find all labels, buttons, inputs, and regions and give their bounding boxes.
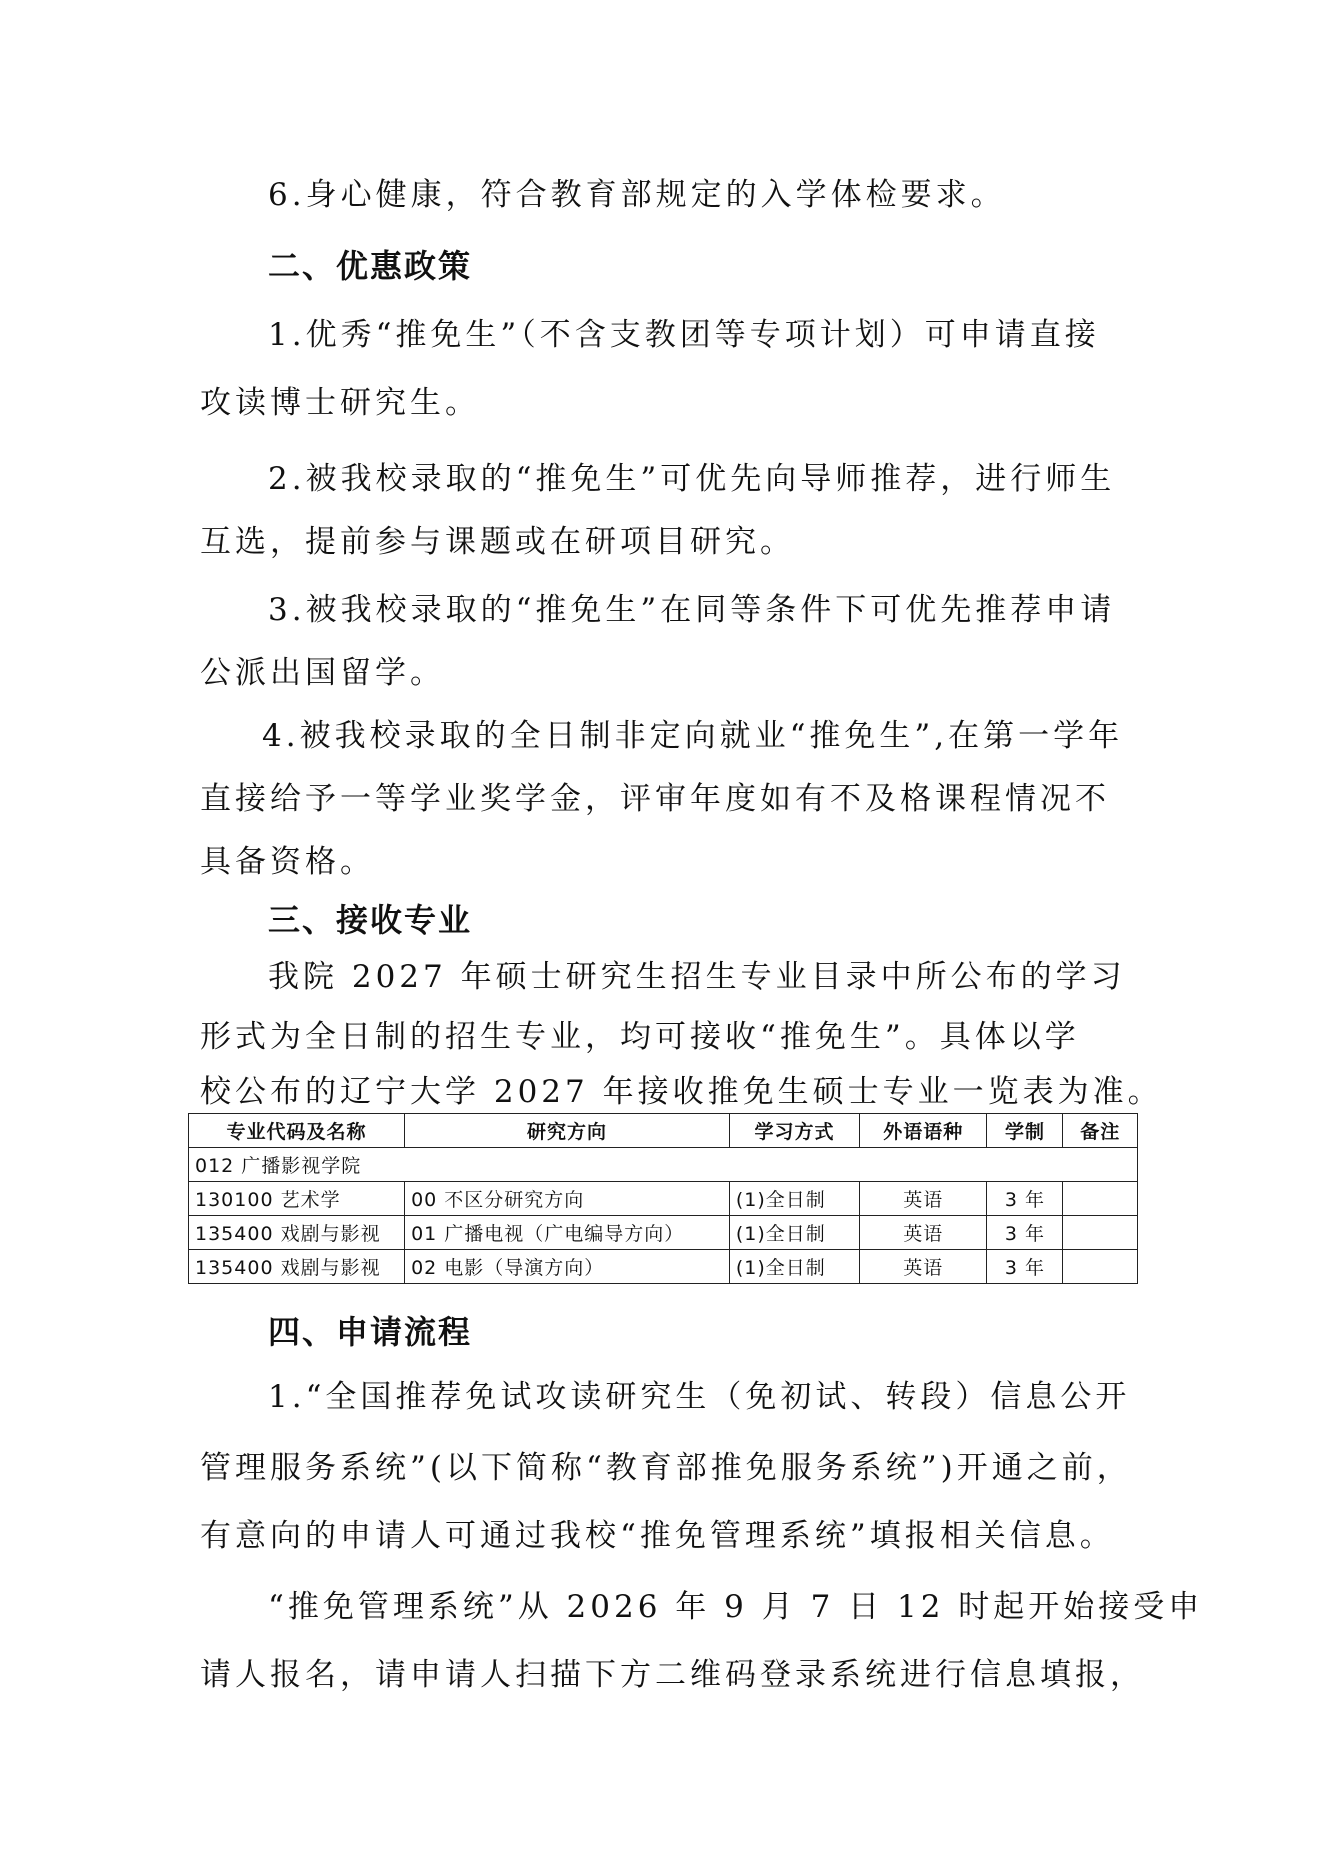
major-code-cell: 135400 戏剧与影视 xyxy=(189,1250,405,1284)
section-heading-majors: 三、接收专业 xyxy=(268,901,473,939)
study-mode-cell: (1)全日制 xyxy=(729,1250,859,1284)
direction-cell: 01 广播电视（广电编导方向） xyxy=(405,1216,730,1250)
table-row xyxy=(189,1216,1138,1250)
table-header-row xyxy=(189,1114,1138,1148)
major-code-cell: 135400 戏剧与影视 xyxy=(189,1216,405,1250)
header-duration: 学制 xyxy=(987,1114,1063,1148)
policy-4-line-2: 直接给予一等学业奖学金，评审年度如有不及格课程情况不 xyxy=(200,781,1110,817)
policy-3-line-1: 3.被我校录取的“推免生”在同等条件下可优先推荐申请 xyxy=(268,592,1116,628)
header-language: 外语语种 xyxy=(860,1114,987,1148)
policy-2-line-2: 互选，提前参与课题或在研项目研究。 xyxy=(200,524,795,560)
policy-1-line-2: 攻读博士研究生。 xyxy=(200,385,480,421)
procedure-2-line-1: “推免管理系统”从 2026 年 9 月 7 日 12 时起开始接受申 xyxy=(268,1589,1204,1625)
majors-line-1: 我院 2027 年硕士研究生招生专业目录中所公布的学习 xyxy=(268,959,1126,995)
header-direction: 研究方向 xyxy=(405,1114,730,1148)
duration-cell: 3 年 xyxy=(987,1250,1063,1284)
policy-4-line-3: 具备资格。 xyxy=(200,844,375,880)
major-catalog-table xyxy=(188,1113,1138,1284)
policy-3-line-2: 公派出国留学。 xyxy=(200,655,445,691)
direction-cell: 02 电影（导演方向） xyxy=(405,1250,730,1284)
direction-cell: 00 不区分研究方向 xyxy=(405,1182,730,1216)
table-row xyxy=(189,1250,1138,1284)
study-mode-cell: (1)全日制 xyxy=(729,1216,859,1250)
policy-1-line-1: 1.优秀“推免生”（不含支教团等专项计划）可申请直接 xyxy=(268,317,1100,353)
procedure-1-line-3: 有意向的申请人可通过我校“推免管理系统”填报相关信息。 xyxy=(200,1518,1115,1554)
major-code-cell: 130100 艺术学 xyxy=(189,1182,405,1216)
language-cell: 英语 xyxy=(860,1216,987,1250)
header-study-mode: 学习方式 xyxy=(729,1114,859,1148)
remarks-cell xyxy=(1063,1250,1138,1284)
study-mode-cell: (1)全日制 xyxy=(729,1182,859,1216)
section-heading-procedure: 四、申请流程 xyxy=(268,1313,473,1351)
procedure-2-line-2: 请人报名，请申请人扫描下方二维码登录系统进行信息填报， xyxy=(200,1657,1145,1693)
college-name: 012 广播影视学院 xyxy=(189,1148,1138,1182)
procedure-1-line-1: 1.“全国推荐免试攻读研究生（免初试、转段）信息公开 xyxy=(268,1379,1131,1415)
procedure-1-line-2: 管理服务系统”(以下简称“教育部推免服务系统”)开通之前， xyxy=(200,1450,1132,1486)
duration-cell: 3 年 xyxy=(987,1216,1063,1250)
remarks-cell xyxy=(1063,1182,1138,1216)
table-row xyxy=(189,1182,1138,1216)
section-heading-policies: 二、优惠政策 xyxy=(268,247,473,285)
policy-2-line-1: 2.被我校录取的“推免生”可优先向导师推荐，进行师生 xyxy=(268,461,1116,497)
table-college-row xyxy=(189,1148,1138,1182)
remarks-cell xyxy=(1063,1216,1138,1250)
duration-cell: 3 年 xyxy=(987,1182,1063,1216)
policy-4-line-1: 4.被我校录取的全日制非定向就业“推免生”,在第一学年 xyxy=(262,718,1124,754)
majors-line-3: 校公布的辽宁大学 2027 年接收推免生硕士专业一览表为准。 xyxy=(200,1074,1163,1110)
header-code: 专业代码及名称 xyxy=(189,1114,405,1148)
header-remarks: 备注 xyxy=(1063,1114,1138,1148)
majors-line-2: 形式为全日制的招生专业，均可接收“推免生”。具体以学 xyxy=(200,1019,1080,1055)
language-cell: 英语 xyxy=(860,1182,987,1216)
requirement-6: 6.身心健康，符合教育部规定的入学体检要求。 xyxy=(268,177,1006,213)
language-cell: 英语 xyxy=(860,1250,987,1284)
